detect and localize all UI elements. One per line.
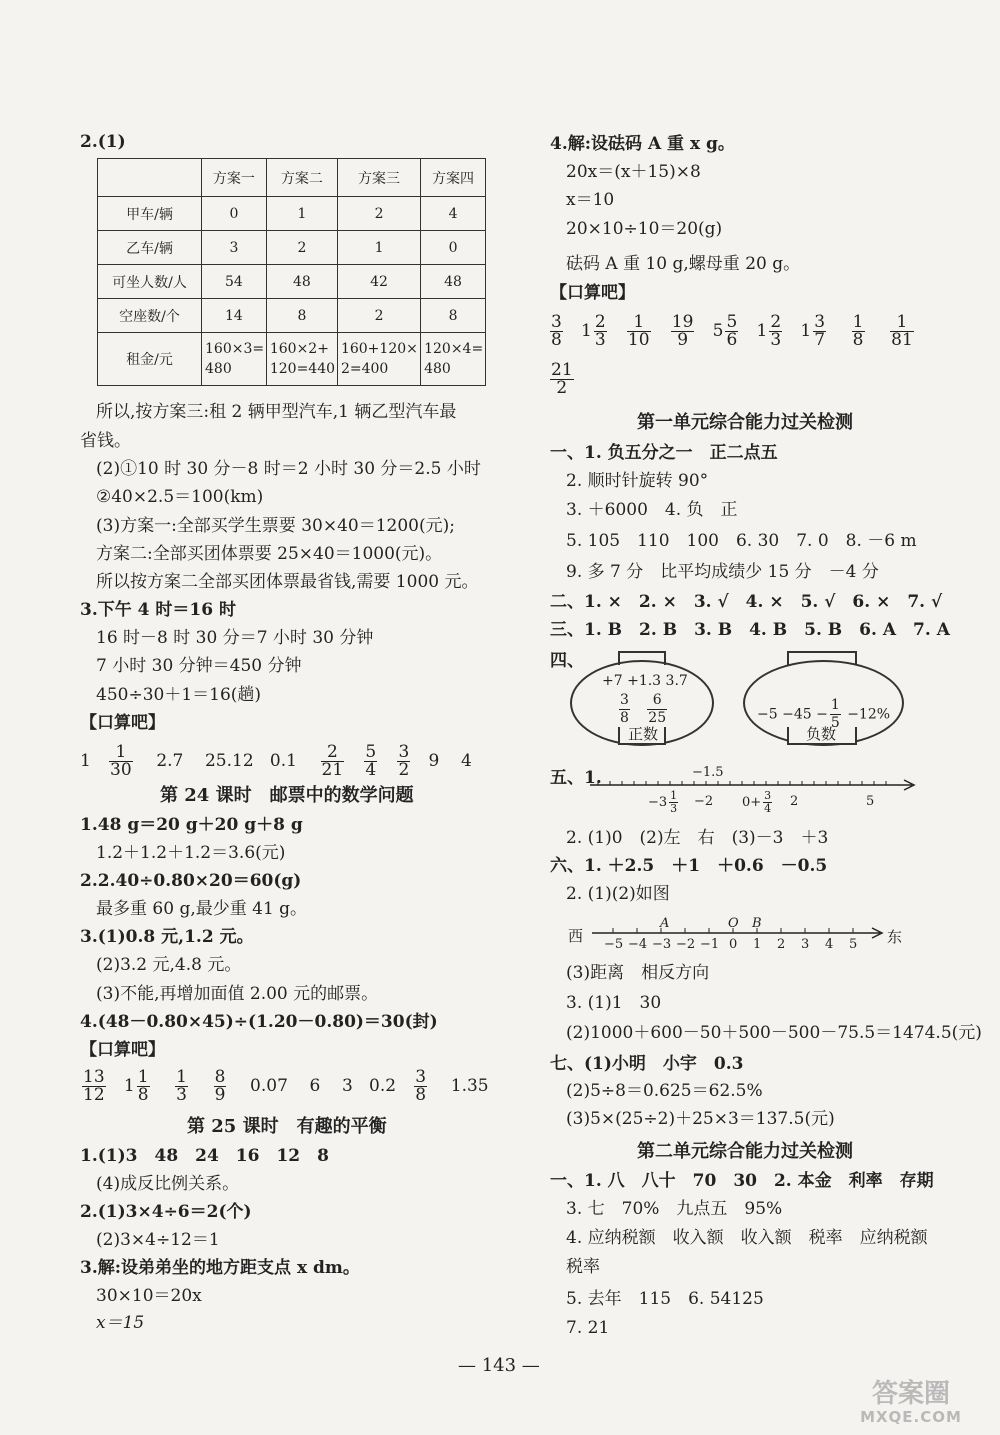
- value: 25.12: [204, 751, 254, 771]
- answer-line: 1.2＋1.2＋1.2＝3.6(元): [96, 843, 286, 863]
- tick-label: −2: [676, 937, 696, 952]
- kousuan-row-2: [80, 1066, 489, 1106]
- fraction: [890, 314, 914, 349]
- watermark-logo: [826, 1380, 996, 1430]
- answer-line: 二、1. × 2. × 3. √ 4. × 5. √ 6. × 7. √: [550, 592, 943, 612]
- fraction: [852, 314, 865, 349]
- numerator: 6: [647, 692, 667, 710]
- answer-line: 六、1. ＋2.5 ＋1 ＋0.6 －0.5: [550, 856, 828, 876]
- rent-line: 160+120×: [340, 341, 418, 357]
- rent-line: 160×2+: [269, 341, 329, 357]
- fraction: [769, 314, 782, 349]
- numerator: 19: [671, 312, 694, 332]
- tick-label: 2: [777, 937, 786, 952]
- answer-line: 一、1. 负五分之一 正二点五: [550, 443, 778, 463]
- value: 1: [756, 321, 768, 341]
- numerator: 3: [551, 312, 562, 332]
- table-cell: 8: [266, 299, 337, 333]
- fraction: [619, 692, 630, 727]
- numerator: 1: [109, 744, 133, 762]
- value: 6: [309, 1076, 321, 1096]
- table-cell: 1: [337, 231, 420, 265]
- answer-line: 三、1. B 2. B 3. B 4. B 5. B 6. A 7. A: [550, 620, 950, 640]
- table-cell: [421, 333, 486, 386]
- denominator: 6: [726, 330, 738, 350]
- answer-line: 所以,按方案三:租 2 辆甲型汽车,1 辆乙型汽车最: [96, 402, 457, 422]
- value: −12%: [847, 706, 891, 723]
- answer-line: 2.(1)3×4÷6＝2(个): [80, 1202, 252, 1222]
- denominator: 25: [648, 710, 667, 726]
- rent-line: 120×4=: [424, 341, 484, 357]
- answer-line: (3)方案一:全部买学生票要 30×40＝1200(元);: [96, 516, 455, 536]
- positive-values: +7 +1.3 3.7: [602, 673, 688, 689]
- denominator: 4: [764, 802, 772, 815]
- answer-line: (2)1000＋600－50＋500－500－75.5＝1474.5(元): [566, 1023, 982, 1043]
- value: −5 −45 −: [757, 706, 828, 723]
- answer-line: (4)成反比例关系。: [96, 1174, 240, 1194]
- fraction: [725, 314, 738, 349]
- section-label: 【口算吧】: [80, 713, 165, 733]
- table-cell: 0: [202, 197, 267, 231]
- answer-line: 1.(1)3 48 24 16 12 8: [80, 1146, 329, 1166]
- numerator: 1: [852, 312, 864, 332]
- table-cell: 2: [266, 231, 337, 265]
- tick-label: 3: [801, 937, 810, 952]
- rent-line: 120=440: [269, 361, 336, 377]
- unit-2-heading: 第二单元综合能力过关检测: [637, 1141, 853, 1162]
- denominator: 3: [594, 330, 606, 350]
- fraction: [813, 314, 826, 349]
- table-row: [98, 197, 486, 231]
- denominator: 2: [556, 378, 568, 398]
- lesson-25-heading: 第 25 课时 有趣的平衡: [187, 1116, 387, 1137]
- point-a-label: A: [660, 916, 670, 931]
- q2-label: 2.(1): [80, 132, 126, 152]
- value: 1.35: [450, 1076, 489, 1096]
- denominator: 3: [770, 330, 782, 350]
- numerator: 3: [620, 692, 629, 708]
- fraction: [627, 314, 651, 349]
- answer-line: 450÷30＋1＝16(趟): [96, 685, 262, 705]
- table-header-cell: [98, 159, 202, 197]
- value: 9: [428, 751, 440, 771]
- table-cell: 空座数/个: [98, 299, 202, 333]
- unit-1-heading: 第一单元综合能力过关检测: [637, 412, 853, 433]
- numerator: 1: [670, 789, 678, 802]
- denominator: 9: [677, 330, 689, 350]
- numerator: 2: [770, 312, 782, 332]
- denominator: 4: [365, 760, 377, 780]
- answer-line: 3.下午 4 时＝16 时: [80, 600, 236, 620]
- answer-line: 最多重 60 g,最少重 41 g。: [96, 899, 308, 919]
- table-cell: [337, 333, 420, 386]
- numerator: 3: [764, 789, 772, 802]
- fraction: [214, 1069, 227, 1104]
- fraction: [175, 1069, 188, 1104]
- answer-line: 3. (1)1 30: [566, 993, 662, 1013]
- numerator: 21: [551, 360, 573, 380]
- numerator: 5: [726, 312, 738, 332]
- denominator: 8: [137, 1085, 149, 1105]
- numerator: 1: [830, 697, 840, 713]
- point-o-label: O: [728, 916, 739, 931]
- fraction: [109, 744, 133, 779]
- table-cell: [266, 333, 337, 386]
- denominator: 21: [321, 760, 344, 780]
- denominator: 8: [551, 330, 562, 350]
- negative-label: 负数: [806, 725, 837, 743]
- table-cell: 8: [421, 299, 486, 333]
- fraction: [763, 790, 772, 815]
- answer-line: ②40×2.5＝100(km): [96, 487, 264, 507]
- numerator: 1: [176, 1067, 187, 1087]
- kousuan-row-3b: [548, 358, 576, 400]
- denominator: 7: [814, 330, 826, 350]
- denominator: 5: [830, 715, 840, 731]
- table-header-cell: 方案三: [337, 159, 420, 197]
- denominator: 9: [214, 1085, 226, 1105]
- tick-label: −3: [652, 937, 672, 952]
- answer-line: 7 小时 30 分钟＝450 分钟: [96, 656, 302, 676]
- denominator: 2: [398, 760, 410, 780]
- table-cell: 2: [337, 197, 420, 231]
- section-label: 【口算吧】: [550, 283, 635, 303]
- denominator: 3: [176, 1085, 187, 1105]
- kousuan-row-1: [80, 741, 472, 781]
- answer-line: (3)不能,再增加面值 2.00 元的邮票。: [96, 984, 379, 1004]
- fraction: [550, 314, 563, 349]
- table-cell: 3: [202, 231, 267, 265]
- answer-line: (2)3×4÷12＝1: [96, 1230, 220, 1250]
- plan-table: [97, 158, 486, 386]
- denominator: 12: [83, 1085, 105, 1105]
- numerator: 1: [890, 314, 914, 332]
- answer-line: 2.2.40÷0.80×20＝60(g): [80, 871, 302, 891]
- answer-line: 五、1.: [550, 768, 602, 788]
- answer-line: x＝10: [566, 190, 615, 210]
- table-cell: 42: [337, 265, 420, 299]
- answer-line: 4.(48－0.80×45)÷(1.20－0.80)＝30(封): [80, 1012, 438, 1032]
- answer-line: 3.解:设弟弟坐的地方距支点 x dm。: [80, 1258, 360, 1278]
- fraction: [550, 362, 574, 397]
- denominator: 81: [891, 330, 913, 350]
- table-cell: 48: [266, 265, 337, 299]
- nl1-label: 5: [866, 794, 875, 809]
- table-header-cell: 方案一: [202, 159, 267, 197]
- value: 3: [341, 1076, 353, 1096]
- answer-line: 7. 21: [566, 1318, 610, 1338]
- value: 1: [123, 1076, 135, 1096]
- answer-line: (3)5×(25÷2)＋25×3＝137.5(元): [566, 1109, 835, 1129]
- positive-label: 正数: [628, 725, 659, 743]
- denominator: 8: [620, 710, 629, 726]
- fraction: [364, 744, 377, 779]
- tick-label: 1: [753, 937, 762, 952]
- table-row: [98, 265, 486, 299]
- table-cell: [202, 333, 267, 386]
- numerator: 2: [321, 744, 345, 762]
- west-label: 西: [568, 927, 584, 945]
- table-row: [98, 231, 486, 265]
- denominator: 10: [627, 330, 650, 350]
- rent-line: 480: [205, 361, 232, 377]
- tick-label: −5: [604, 937, 624, 952]
- answer-line: 20x＝(x＋15)×8: [566, 162, 701, 182]
- fraction: [671, 314, 695, 349]
- table-cell: 租金/元: [98, 333, 202, 386]
- tick-label: 0: [729, 937, 738, 952]
- denominator: 30: [110, 760, 132, 780]
- numerator: 3: [415, 1067, 427, 1087]
- tick-label: −1: [700, 937, 720, 952]
- answer-line: 3. ＋6000 4. 负 正: [566, 500, 738, 520]
- rent-line: 2=400: [340, 361, 389, 377]
- answer-line: 4. 应纳税额 收入额 收入额 税率 应纳税额: [566, 1228, 928, 1248]
- fraction: [137, 1069, 150, 1104]
- table-header-cell: 方案四: [421, 159, 486, 197]
- nl1-label: 2: [790, 794, 799, 809]
- answer-line: 四、: [550, 651, 584, 671]
- answer-line: 5. 105 110 100 6. 30 7. 0 8. －6 m: [566, 531, 917, 551]
- value: 1: [80, 751, 91, 771]
- section-label: 【口算吧】: [80, 1040, 165, 1060]
- fraction: [397, 744, 410, 779]
- fraction: [647, 692, 667, 727]
- answer-line: 一、1. 八 八十 70 30 2. 本金 利率 存期: [550, 1171, 934, 1191]
- table-cell: 2: [337, 299, 420, 333]
- table-cell: 14: [202, 299, 267, 333]
- answer-line: (2)3.2 元,4.8 元。: [96, 955, 242, 975]
- answer-line: x＝15: [96, 1313, 145, 1333]
- fraction: [594, 314, 607, 349]
- answer-line: 5. 去年 115 6. 54125: [566, 1289, 764, 1309]
- numerator: 3: [814, 312, 826, 332]
- value: 4: [460, 751, 472, 771]
- numerator: 5: [365, 742, 377, 762]
- value: 0.1: [269, 751, 297, 771]
- table-row: [98, 299, 486, 333]
- answer-line: 2. (1)(2)如图: [566, 884, 670, 904]
- numerator: 2: [594, 312, 606, 332]
- answer-line: 七、(1)小明 小宇 0.3: [550, 1054, 744, 1074]
- answer-line: 2. 顺时针旋转 90°: [566, 471, 709, 491]
- fraction: [414, 1069, 427, 1104]
- answer-line: 所以按方案二全部买团体票最省钱,需要 1000 元。: [96, 572, 479, 592]
- value: 0+: [742, 795, 762, 810]
- tick-label: 4: [825, 937, 834, 952]
- rent-line: 160×3=: [205, 341, 265, 357]
- numerator: 8: [214, 1067, 226, 1087]
- answer-line: 30×10＝20x: [96, 1286, 202, 1306]
- value: 1: [581, 321, 592, 341]
- answer-line: 砝码 A 重 10 g,螺母重 20 g。: [566, 254, 801, 274]
- rent-line: 480: [424, 361, 451, 377]
- table-cell: 可坐人数/人: [98, 265, 202, 299]
- nl1-label: −1.5: [692, 765, 724, 780]
- answer-line: 2. (1)0 (2)左 右 (3)－3 ＋3: [566, 828, 829, 848]
- tick-label: −4: [628, 937, 648, 952]
- watermark-url: MXQE.COM: [860, 1408, 962, 1426]
- kousuan-row-3: [548, 310, 916, 352]
- answer-line: 3. 七 70% 九点五 95%: [566, 1199, 783, 1219]
- fraction: [669, 790, 678, 815]
- numerator: 1: [137, 1067, 149, 1087]
- fraction: [82, 1069, 106, 1104]
- answer-line: 9. 多 7 分 比平均成绩少 15 分 －4 分: [566, 562, 879, 582]
- value: 2.7: [156, 751, 184, 771]
- answer-line: (2)①10 时 30 分－8 时＝2 小时 30 分＝2.5 小时: [96, 459, 481, 479]
- watermark-text: 答案圈: [871, 1379, 950, 1409]
- denominator: 3: [670, 802, 678, 815]
- answer-line: (2)5÷8＝0.625＝62.5%: [566, 1081, 763, 1101]
- answer-line: 省钱。: [80, 431, 131, 451]
- page-number: — 143 —: [458, 1355, 540, 1376]
- value: 0.2: [369, 1076, 397, 1096]
- table-cell: 乙车/辆: [98, 231, 202, 265]
- answer-line: 3.(1)0.8 元,1.2 元。: [80, 927, 254, 947]
- table-cell: 48: [421, 265, 486, 299]
- answer-line: 20×10÷10＝20(g): [566, 219, 723, 239]
- nl1-label: [742, 790, 774, 815]
- answer-line: 16 时－8 时 30 分＝7 小时 30 分钟: [96, 628, 374, 648]
- value: −3: [648, 795, 668, 810]
- table-cell: 0: [421, 231, 486, 265]
- numerator: 1: [627, 314, 651, 332]
- table-cell: 4: [421, 197, 486, 231]
- value: 1: [800, 321, 812, 341]
- table-header-cell: 方案二: [266, 159, 337, 197]
- numerator: 3: [398, 742, 410, 762]
- lesson-24-heading: 第 24 课时 邮票中的数学问题: [160, 785, 414, 806]
- table-cell: 54: [202, 265, 267, 299]
- answer-line: 4.解:设砝码 A 重 x g。: [550, 134, 735, 154]
- table-row-rent: [98, 333, 486, 386]
- fraction: [321, 744, 345, 779]
- nl1-label: −2: [694, 794, 714, 809]
- answer-line: 方案二:全部买团体票要 25×40＝1000(元)。: [96, 544, 443, 564]
- point-b-label: B: [752, 916, 762, 931]
- table-cell: 1: [266, 197, 337, 231]
- denominator: 8: [852, 330, 864, 350]
- answer-line: 1.48 g＝20 g＋20 g＋8 g: [80, 815, 303, 835]
- tick-label: 5: [849, 937, 858, 952]
- answer-line: 税率: [566, 1257, 600, 1277]
- east-label: 东: [887, 928, 903, 946]
- positive-fractions: [617, 692, 669, 727]
- denominator: 8: [415, 1085, 427, 1105]
- value: 5: [712, 321, 724, 341]
- numerator: 13: [83, 1067, 105, 1087]
- table-header-row: [98, 159, 486, 197]
- value: 0.07: [250, 1076, 288, 1096]
- table-cell: 甲车/辆: [98, 197, 202, 231]
- answer-line: (3)距离 相反方向: [566, 963, 710, 983]
- nl1-label: [648, 790, 680, 815]
